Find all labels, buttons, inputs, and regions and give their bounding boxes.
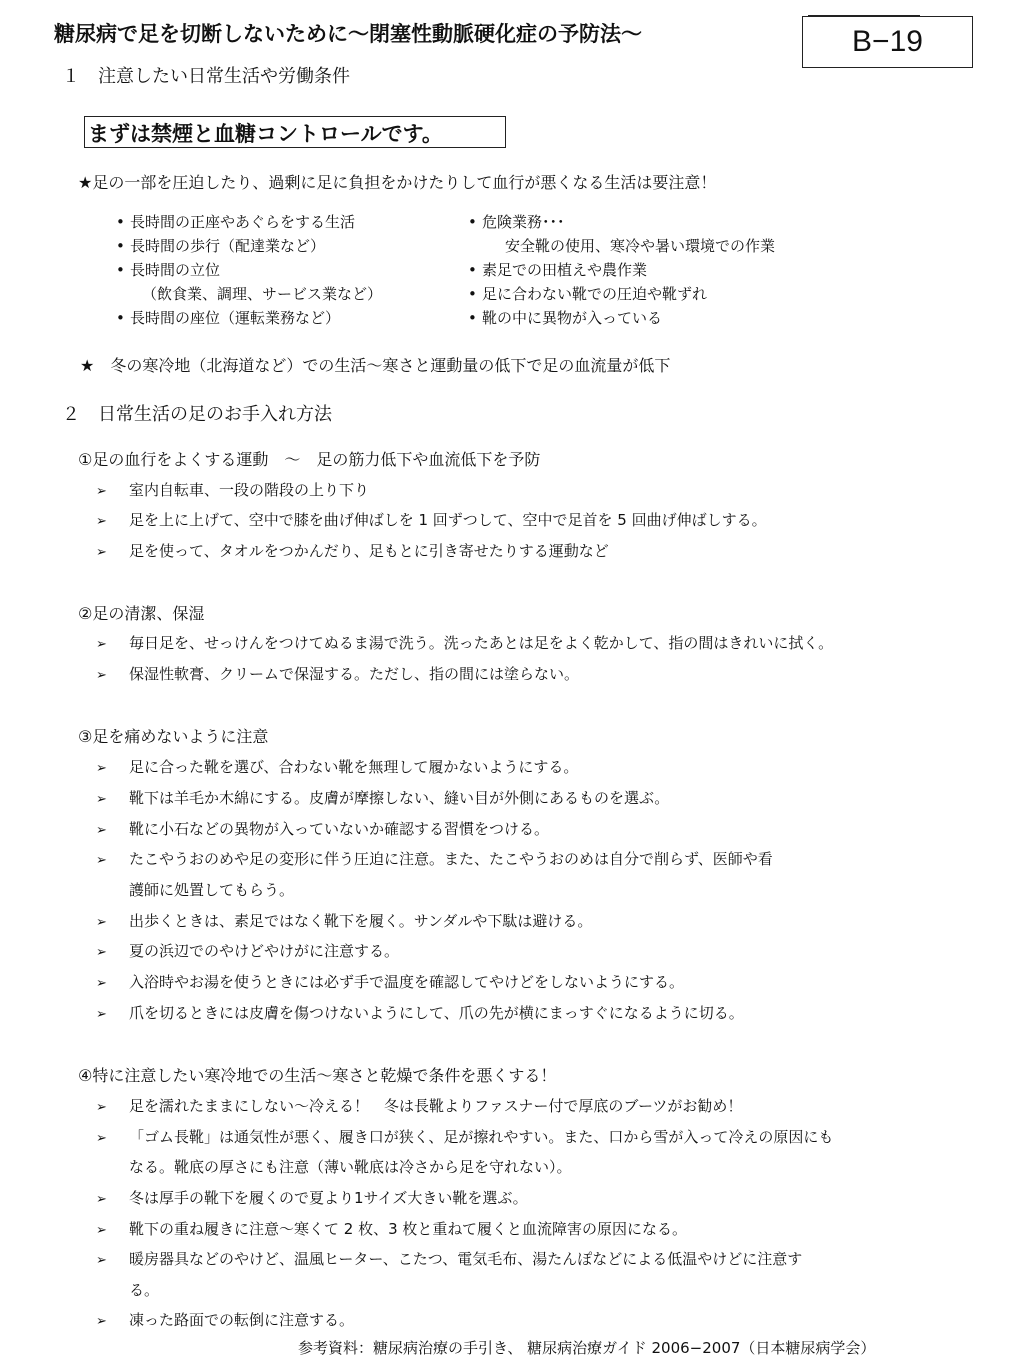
list-item: • 足に合わない靴での圧迫や靴ずれ <box>468 285 708 303</box>
list-item: ➢ 入浴時やお湯を使うときには必ず手で温度を確認してやけどをしないようにする。 <box>96 973 685 991</box>
list-item: ➢ 靴に小石などの異物が入っていないか確認する習慣をつける。 <box>96 820 550 838</box>
list-item: ➢ 凍った路面での転倒に注意する。 <box>96 1311 355 1329</box>
subsection-title: ①足の血行をよくする運動 ～ 足の筋力低下や血流低下を予防 <box>78 450 541 469</box>
reference-note: 参考資料：糖尿病治療の手引き、 糖尿病治療ガイド 2006−2007（日本糖尿病学会） <box>298 1339 876 1357</box>
list-item: ➢ 「ゴム長靴」は通気性が悪く、履き口が狭く、足が擦れやすい。また、口から雪が入って冷えの原因にも <box>96 1128 834 1146</box>
arrow-bullet-icon: ➢ <box>96 514 107 529</box>
list-item: ➢ 爪を切るときには皮膚を傷つけないようにして、爪の先が横にまっすぐになるように切る。 <box>96 1004 744 1022</box>
list-item-continuation: 安全靴の使用、寒冷や暑い環境での作業 <box>505 237 776 255</box>
section1-heading: １ 注意したい日常生活や労働条件 <box>62 66 350 87</box>
arrow-bullet-icon: ➢ <box>96 915 107 930</box>
list-item: ➢ 足に合った靴を選び、合わない靴を無理して履かないようにする。 <box>96 758 579 776</box>
list-item-continuation: なる。靴底の厚さにも注意（薄い靴底は冷さから足を守れない）。 <box>129 1158 572 1176</box>
page-title: 糖尿病で足を切断しないために～閉塞性動脈硬化症の予防法～ <box>54 22 642 46</box>
bullet-icon: • <box>116 261 125 279</box>
list-item: ➢ 保湿性軟膏、クリームで保湿する。ただし、指の間には塗らない。 <box>96 665 580 683</box>
list-item-continuation: る。 <box>129 1281 160 1299</box>
bullet-icon: • <box>468 213 477 231</box>
arrow-bullet-icon: ➢ <box>96 976 107 991</box>
star-note-1: ★足の一部を圧迫したり、過剰に足に負担をかけたりして血行が悪くなる生活は要注意！ <box>78 173 717 192</box>
list-item: ➢ 毎日足を、せっけんをつけてぬるま湯で洗う。洗ったあとは足をよく乾かして、指の間はきれいに拭く。 <box>96 634 834 652</box>
bullet-icon: • <box>116 309 125 327</box>
subsection-title: ④特に注意したい寒冷地での生活～寒さと乾燥で条件を悪くする！ <box>78 1066 557 1085</box>
arrow-bullet-icon: ➢ <box>96 1100 107 1115</box>
arrow-bullet-icon: ➢ <box>96 637 107 652</box>
arrow-bullet-icon: ➢ <box>96 823 107 838</box>
bullet-icon: • <box>468 285 477 303</box>
list-item: • 長時間の歩行（配達業など） <box>116 237 326 255</box>
arrow-bullet-icon: ➢ <box>96 1131 107 1146</box>
list-item: ➢ 出歩くときは、素足ではなく靴下を履く。サンダルや下駄は避ける。 <box>96 912 593 930</box>
list-item: • 素足での田植えや農作業 <box>468 261 648 279</box>
arrow-bullet-icon: ➢ <box>96 853 107 868</box>
list-item: • 長時間の座位（運転業務など） <box>116 309 341 327</box>
bullet-icon: • <box>468 309 477 327</box>
list-item: ➢ 靴下は羊毛か木綿にする。皮膚が摩擦しない、縫い目が外側にあるものを選ぶ。 <box>96 789 670 807</box>
bullet-icon: • <box>116 213 125 231</box>
arrow-bullet-icon: ➢ <box>96 945 107 960</box>
section2-heading: ２ 日常生活の足のお手入れ方法 <box>62 404 332 425</box>
list-item-continuation: 護師に処置してもらう。 <box>129 881 295 899</box>
arrow-bullet-icon: ➢ <box>96 1192 107 1207</box>
document-code-box: B−19 <box>802 16 973 68</box>
arrow-bullet-icon: ➢ <box>96 1007 107 1022</box>
list-item: ➢ 足を上に上げて、空中で膝を曲げ伸ばしを 1 回ずつして、空中で足首を 5 回曲げ伸ばしする。 <box>96 511 767 529</box>
list-item: ➢ 室内自転車、一段の階段の上り下り <box>96 481 370 499</box>
subsection-title: ②足の清潔、保湿 <box>78 604 205 623</box>
list-item: ➢ たこやうおのめや足の変形に伴う圧迫に注意。また、たこやうおのめは自分で削らず、医師や看 <box>96 850 773 868</box>
list-item: ➢ 靴下の重ね履きに注意～寒くて 2 枚、3 枚と重ねて履くと血流障害の原因になる。 <box>96 1220 688 1238</box>
arrow-bullet-icon: ➢ <box>96 761 107 776</box>
arrow-bullet-icon: ➢ <box>96 1253 107 1268</box>
arrow-bullet-icon: ➢ <box>96 484 107 499</box>
list-item-continuation: （飲食業、調理、サービス業など） <box>142 285 383 303</box>
list-item: • 靴の中に異物が入っている <box>468 309 663 327</box>
arrow-bullet-icon: ➢ <box>96 545 107 560</box>
arrow-bullet-icon: ➢ <box>96 1223 107 1238</box>
bullet-icon: • <box>116 237 125 255</box>
highlight-text: まずは禁煙と血糖コントロールです。 <box>88 122 443 146</box>
subsection-title: ③足を痛めないように注意 <box>78 727 269 746</box>
list-item: ➢ 冬は厚手の靴下を履くので夏より1サイズ大きい靴を選ぶ。 <box>96 1189 528 1207</box>
arrow-bullet-icon: ➢ <box>96 792 107 807</box>
list-item: • 長時間の正座やあぐらをする生活 <box>116 213 356 231</box>
list-item: • 危険業務･･･ <box>468 213 565 231</box>
star-note-2: ★ 冬の寒冷地（北海道など）での生活～寒さと運動量の低下で足の血流量が低下 <box>80 356 671 375</box>
list-item: ➢ 暖房器具などのやけど、温風ヒーター、こたつ、電気毛布、湯たんぽなどによる低温やけどに注意す <box>96 1250 803 1268</box>
arrow-bullet-icon: ➢ <box>96 668 107 683</box>
list-item: • 長時間の立位 <box>116 261 221 279</box>
arrow-bullet-icon: ➢ <box>96 1314 107 1329</box>
list-item: ➢ 足を濡れたままにしない～冷える！ 冬は長靴よりファスナー付で厚底のブーツがお勧め！ <box>96 1097 743 1115</box>
bullet-icon: • <box>468 261 477 279</box>
list-item: ➢ 夏の浜辺でのやけどやけがに注意する。 <box>96 942 400 960</box>
list-item: ➢ 足を使って、タオルをつかんだり、足もとに引き寄せたりする運動など <box>96 542 609 560</box>
